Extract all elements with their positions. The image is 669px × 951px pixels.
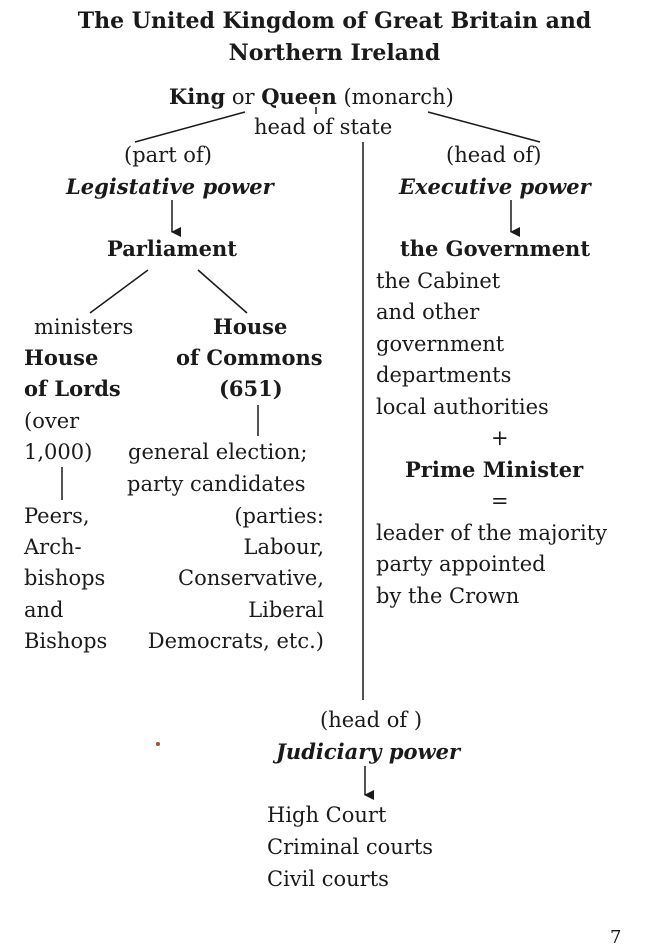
lords-member-line: and (24, 598, 64, 622)
diagram-title-line2: Northern Ireland (228, 40, 441, 66)
court-line: Civil courts (267, 867, 389, 891)
diagram-title-line1: The United Kingdom of Great Britain and (77, 8, 592, 34)
line-parliament-to-lords (90, 270, 148, 313)
monarch-note: (monarch) (336, 85, 454, 109)
lords-name-line1: House (24, 345, 99, 370)
court-line: Criminal courts (267, 835, 434, 859)
commons-election-line: general election; (128, 440, 308, 464)
government-item: government (376, 332, 505, 356)
parliament-label: Parliament (107, 236, 238, 261)
commons-election-line: Democrats, etc.) (147, 629, 324, 653)
commons-election-line: (parties: (234, 504, 324, 528)
or-label: or (225, 85, 262, 109)
leader-line: leader of the majority (376, 521, 608, 545)
commons-count: (651) (219, 376, 283, 401)
commons-name-line1: House (213, 314, 288, 339)
commons-election-line: party candidates (127, 472, 306, 496)
prime-minister-label: Prime Minister (405, 457, 584, 482)
leader-line: by the Crown (376, 584, 520, 608)
ink-speck (156, 742, 160, 746)
line-monarch-to-legislative (135, 112, 245, 142)
legislative-power-label: Legistative power (66, 174, 274, 199)
lords-count-line2: 1,000) (24, 440, 93, 464)
government-item: local authorities (376, 395, 549, 419)
government-item: the Cabinet (376, 269, 501, 293)
line-monarch-to-executive (428, 112, 540, 142)
lords-member-line: Bishops (24, 629, 108, 653)
executive-relation: (head of) (446, 143, 542, 167)
lords-member-line: Peers, (24, 504, 90, 528)
government-item: departments (376, 363, 512, 387)
judiciary-power-label: Judiciary power (276, 739, 461, 764)
page-number: 7 (610, 927, 622, 948)
commons-election-line: Labour, (243, 535, 324, 559)
equals-sign: = (491, 489, 509, 513)
government-label: the Government (400, 236, 591, 261)
executive-power-label: Executive power (399, 174, 591, 199)
lords-name-line2: of Lords (24, 376, 121, 401)
plus-sign: + (491, 426, 509, 450)
commons-name-line2: of Commons (176, 345, 323, 370)
legislative-relation: (part of) (124, 143, 212, 167)
court-line: High Court (267, 803, 387, 827)
line-parliament-to-commons (198, 270, 247, 313)
monarch-label (169, 84, 454, 110)
commons-election-line: Liberal (248, 598, 324, 622)
lords-ministers-label: ministers (34, 315, 134, 339)
lords-member-line: Arch- (24, 535, 82, 559)
lords-member-line: bishops (24, 566, 106, 590)
lords-count-line1: (over (24, 409, 80, 433)
commons-election-line: Conservative, (178, 566, 324, 590)
queen-label: Queen (261, 84, 337, 109)
king-label: King (169, 84, 226, 109)
head-of-state-label: head of state (254, 115, 393, 139)
government-item: and other (376, 300, 480, 324)
judiciary-relation: (head of ) (320, 708, 423, 732)
leader-line: party appointed (376, 552, 546, 576)
